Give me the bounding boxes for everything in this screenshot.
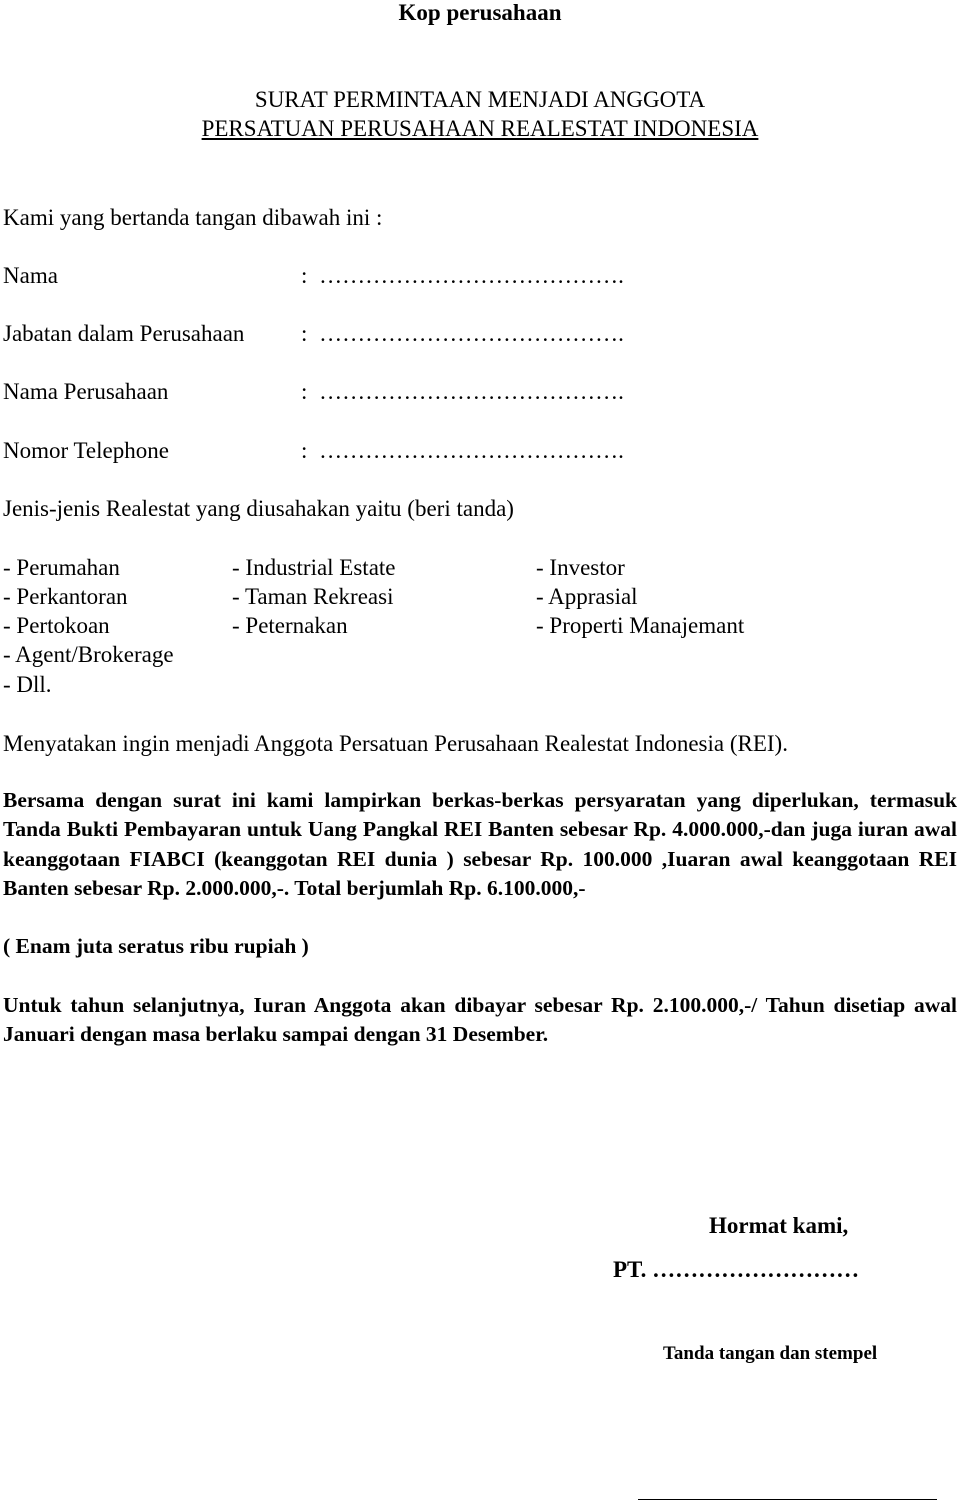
amount-in-words: ( Enam juta seratus ribu rupiah )	[3, 934, 309, 958]
intro-text: Kami yang bertanda tangan dibawah ini :	[3, 205, 383, 230]
payment-paragraph: Bersama dengan surat ini kami lampirkan berkas-berkas persyaratan yang diperlukan, termasuk Tanda Bukti Pembayaran untuk Uang Pangkal REI Banten sebesar Rp. 4.000.000,-dan juga iuran awal keanggotaan FIABCI (keanggotan REI dunia ) sebesar Rp. 100.000 ,Iuaran awal keanggotaan REI Banten sebesar Rp. 2.000.000,-. Total berjumlah Rp. 6.100.000,-	[3, 788, 957, 901]
type-option-investor[interactable]: - Investor	[536, 555, 625, 580]
field-colon: :	[301, 438, 308, 463]
field-label-telephone: Nomor Telephone	[3, 438, 169, 463]
field-value-nama[interactable]	[301, 264, 624, 287]
field-value-jabatan[interactable]	[301, 322, 624, 345]
realestate-types-heading: Jenis-jenis Realestat yang diusahakan yaitu (beri tanda)	[3, 496, 514, 521]
letter-title-line2: PERSATUAN PERUSAHAAN REALESTAT INDONESIA	[201, 116, 759, 141]
type-option-agent-brokerage[interactable]: - Agent/Brokerage	[3, 642, 174, 667]
field-colon: :	[301, 321, 308, 346]
type-option-properti-manajemant[interactable]: - Properti Manajemant	[536, 613, 745, 638]
field-value-telephone[interactable]	[301, 439, 624, 462]
field-label-jabatan: Jabatan dalam Perusahaan	[3, 321, 245, 346]
field-value-nama-perusahaan[interactable]	[301, 380, 624, 403]
type-option-industrial-estate[interactable]: - Industrial Estate	[232, 555, 396, 580]
type-option-taman-rekreasi[interactable]: - Taman Rekreasi	[232, 584, 394, 609]
field-dots: ………………………………….	[319, 379, 624, 404]
type-option-apprasial[interactable]: - Apprasial	[536, 584, 638, 609]
letter-title-line1: SURAT PERMINTAAN MENJADI ANGGOTA	[254, 87, 706, 112]
field-label-nama: Nama	[3, 263, 58, 288]
annual-fee-paragraph: Untuk tahun selanjutnya, Iuran Anggota akan dibayar sebesar Rp. 2.100.000,-/ Tahun disetiap awal Januari dengan masa berlaku sampai dengan 31 Desember.	[3, 993, 957, 1047]
signature-stamp-label: Tanda tangan dan stempel	[663, 1343, 878, 1364]
type-option-perumahan[interactable]: - Perumahan	[3, 555, 120, 580]
membership-statement: Menyatakan ingin menjadi Anggota Persatuan Perusahaan Realestat Indonesia (REI).	[3, 731, 788, 756]
type-option-peternakan[interactable]: - Peternakan	[232, 613, 348, 638]
closing-greeting: Hormat kami,	[709, 1213, 849, 1238]
field-dots: ………………………………….	[319, 438, 624, 463]
signature-line	[638, 1499, 937, 1500]
field-colon: :	[301, 379, 308, 404]
type-option-pertokoan[interactable]: - Pertokoan	[3, 613, 110, 638]
type-option-perkantoran[interactable]: - Perkantoran	[3, 584, 128, 609]
field-colon: :	[301, 263, 308, 288]
letterhead-placeholder: Kop perusahaan	[398, 0, 562, 25]
field-dots: ………………………………….	[319, 321, 624, 346]
field-label-nama-perusahaan: Nama Perusahaan	[3, 379, 169, 404]
field-dots: ………………………………….	[319, 263, 624, 288]
company-name-line[interactable]: PT. ………………………	[613, 1257, 860, 1282]
type-option-dll[interactable]: - Dll.	[3, 672, 52, 697]
